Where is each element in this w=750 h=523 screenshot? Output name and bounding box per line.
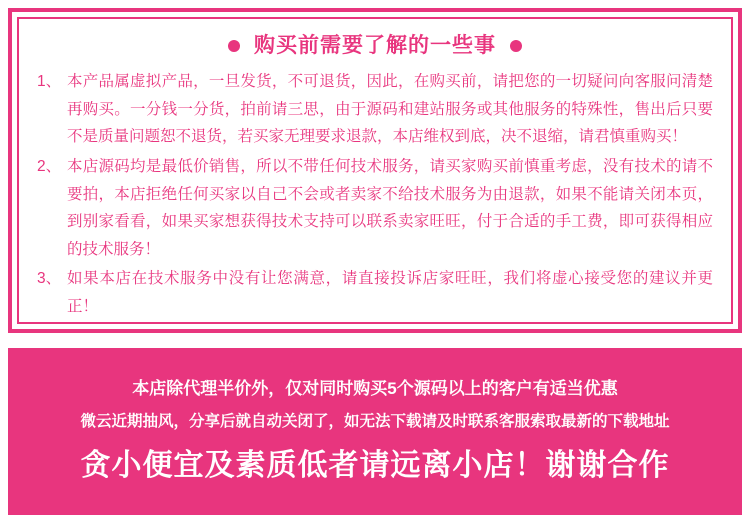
banner-download-notice-text: 微云近期抽风，分享后就自动关闭了，如无法下载请及时联系客服索取最新的下载地址 (80, 413, 670, 431)
list-item-number: 3、 (37, 270, 62, 288)
list-item-number: 1、 (37, 73, 62, 91)
list-item (37, 153, 713, 263)
list-item (37, 265, 713, 320)
list-item (37, 68, 713, 151)
notice-title-row (37, 33, 713, 58)
bullet-dot-left-icon (228, 40, 240, 52)
list-item-text: 本产品属虚拟产品，一旦发货，不可退货，因此，在购买前，请把您的一切疑问向客服问清楚再购买。一分钱一分货，拍前请三思，由于源码和建站服务或其他服务的特殊性，售出后只要不是质量问题恕不退货，若买家无理要求退款，本店维权到底，决不退缩，请君慎重购买！ (67, 73, 713, 146)
list-item-text: 本店源码均是最低价销售，所以不带任何技术服务，请买家购买前慎重考虑，没有技术的请不要拍，本店拒绝任何买家以自己不会或者卖家不给技术服务为由退款，如果不能请关闭本页，到别家看看，如果买家想获得技术支持可以联系卖家旺旺，付于合适的手工费，即可获得相应的技术服务！ (67, 157, 713, 258)
list-item-text: 如果本店在技术服务中没有让您满意，请直接投诉店家旺旺，我们将虚心接受您的建议并更正！ (67, 270, 713, 315)
notice-panel-inner (17, 17, 733, 324)
list-item-number: 2、 (37, 157, 62, 175)
promo-banner (8, 348, 742, 515)
notice-panel (8, 8, 742, 333)
notice-list (37, 68, 713, 320)
banner-headline-text: 贪小便宜及素质低者请远离小店！谢谢合作 (80, 448, 670, 482)
bullet-dot-right-icon (510, 40, 522, 52)
page-title: 购买前需要了解的一些事 (254, 34, 496, 57)
banner-discount-text: 本店除代理半价外，仅对同时购买5个源码以上的客户有适当优惠 (132, 379, 618, 398)
